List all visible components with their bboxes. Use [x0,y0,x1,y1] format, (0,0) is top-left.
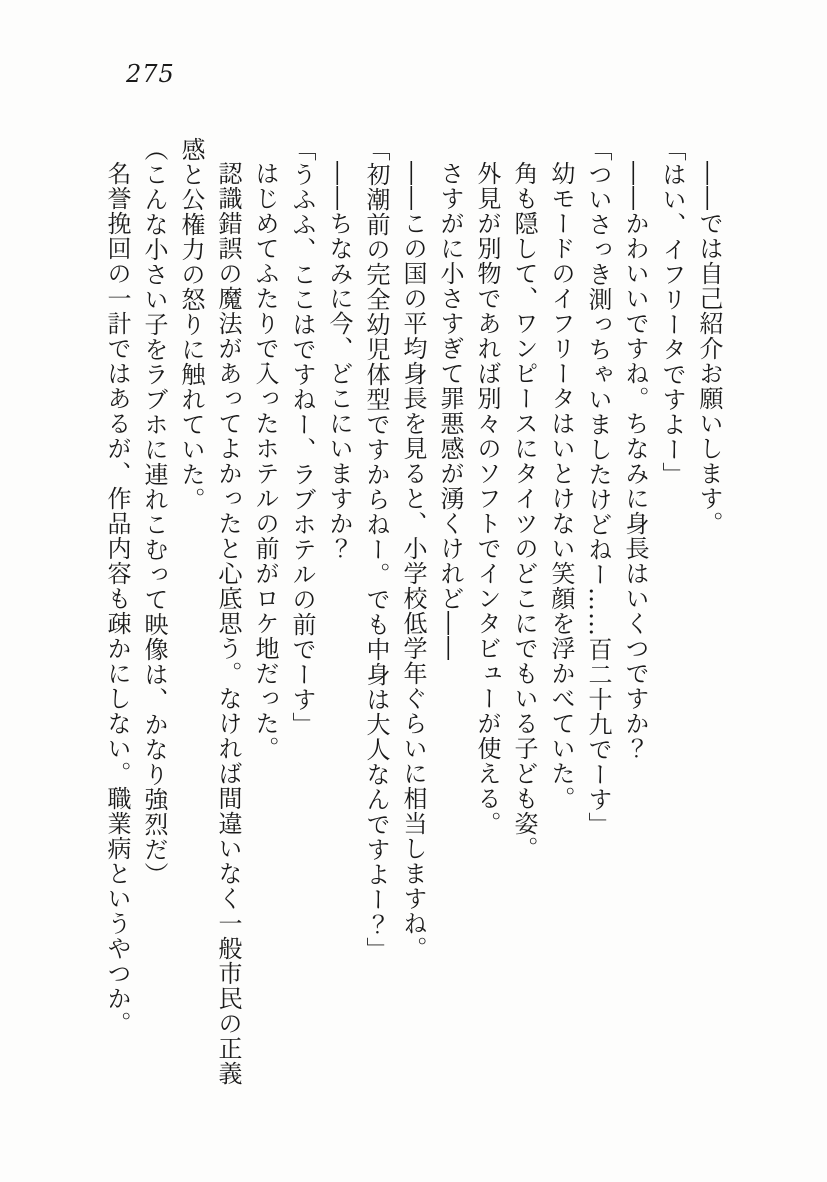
text-line: 外見が別物であれば別々のソフトでインタビューが使える。 [473,161,501,836]
text-line: 幼モードのイフリータはいとけない笑顔を浮かべていた。 [547,161,575,811]
text-columns [98,137,727,1086]
page-number: 275 [126,60,175,88]
text-line: さすがに小さすぎて罪悪感が湧くけれど―― [436,161,464,661]
text-line: 「はい、イフリータですよー」 [658,137,686,487]
text-line: ――かわいいですね。ちなみに身長はいくつですか？ [621,161,649,761]
text-line: 名誉挽回の一計ではあるが、作品内容も疎かにしない。職業病というやつか。 [103,161,131,1036]
text-line: 「初潮前の完全幼児体型ですからねー。でも中身は大人なんですよー？」 [362,137,390,962]
text-line: 「ついさっき測っちゃいましたけどねー……百二十九でーす」 [584,137,612,837]
text-line: はじめてふたりで入ったホテルの前がロケ地だった。 [251,161,279,761]
text-line: 角も隠して、ワンピースにタイツのどこにでもいる子ども姿。 [510,161,538,861]
text-line: 認識錯誤の魔法があってよかったと心底思う。なければ間違いなく一般市民の正義 [214,161,242,1086]
text-line: 感と公権力の怒りに触れていた。 [177,137,205,512]
text-line: ――ちなみに今、どこにいますか？ [325,161,353,561]
text-line: ――この国の平均身長を見ると、小学校低学年ぐらいに相当しますね。 [399,161,427,961]
text-line: 「うふふ、ここはですねー、ラブホテルの前でーす」 [288,137,316,737]
text-line: （こんな小さい子をラブホに連れこむって映像は、かなり強烈だ） [140,137,168,887]
text-line: ――では自己紹介お願いします。 [695,161,723,536]
